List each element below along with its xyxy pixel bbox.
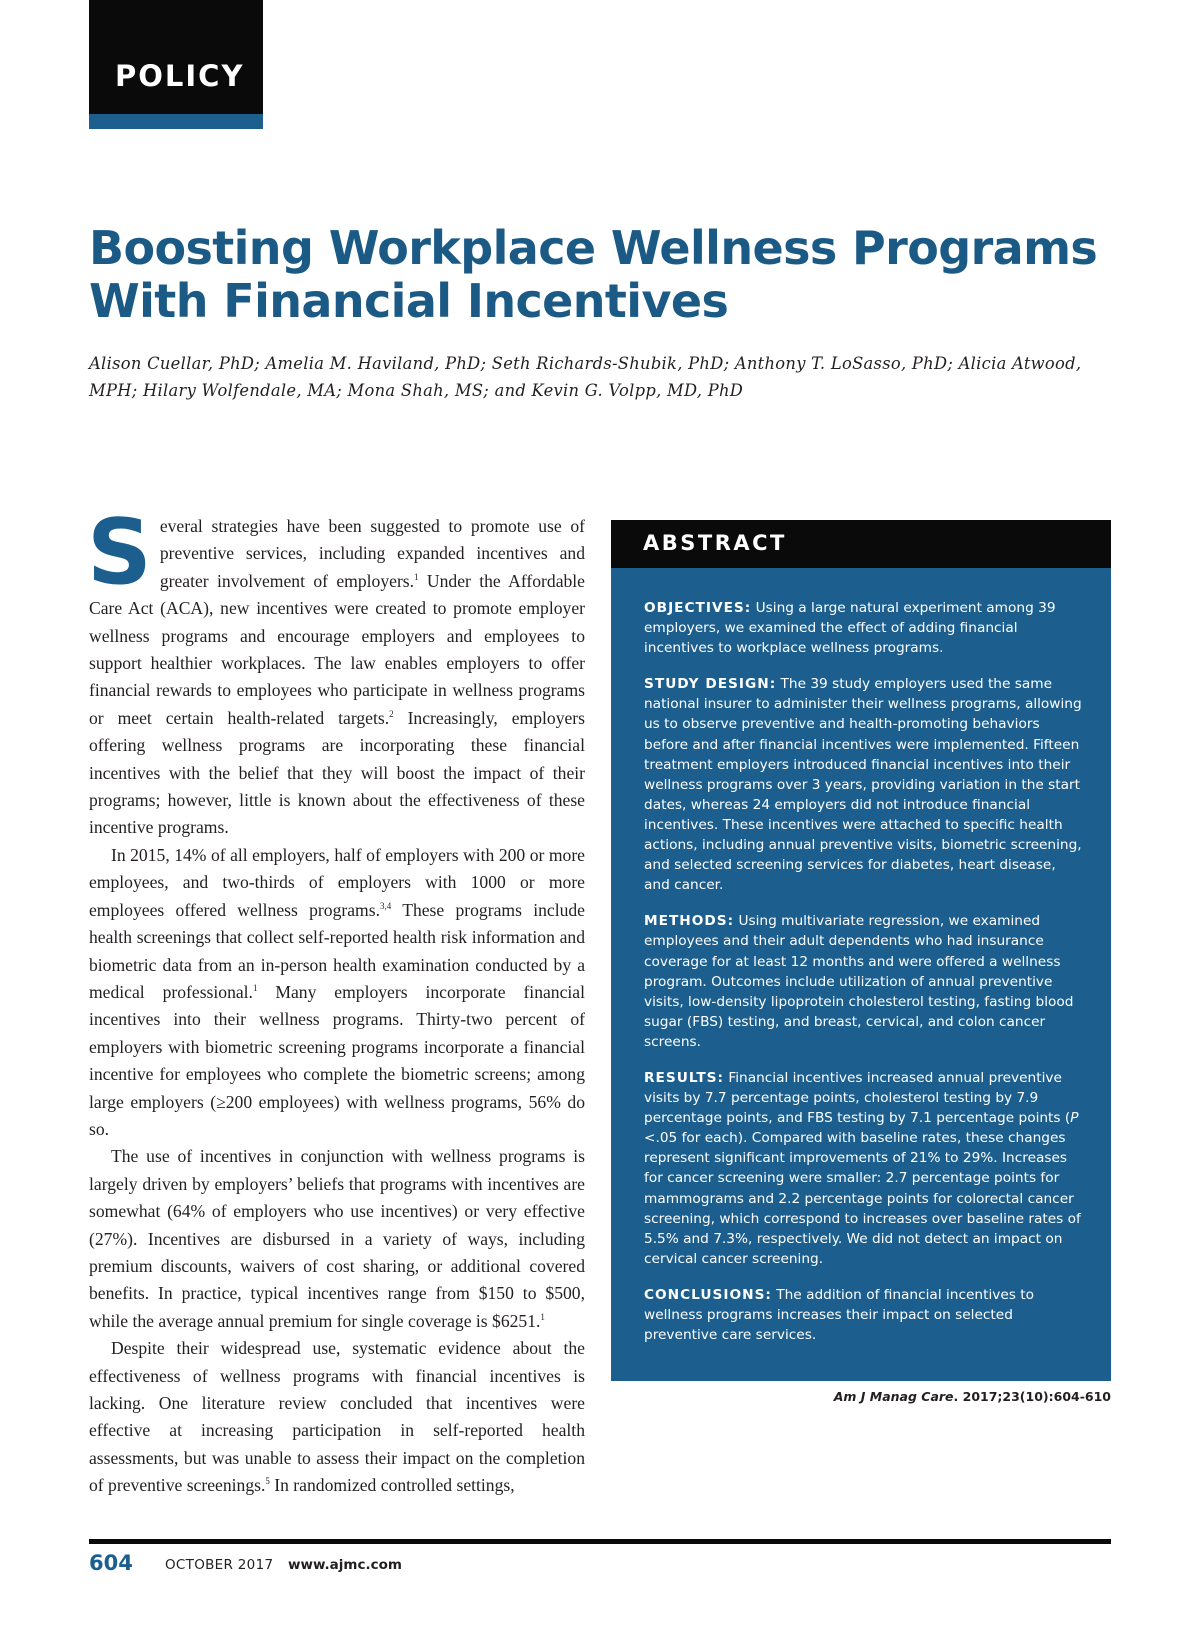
article-body: [87, 500, 586, 1500]
body-paragraph-4: Despite their widespread use, systematic evidence about the effectiveness of wellness programs with financial incentives is lacking. One literature review concluded that incentives were effective at increasing participation in self-reported health assessments, but was unable to assess their impact on the completion of preventive screenings.$^5$ In randomized controlled settings,: [89, 1338, 585, 1496]
abstract-box: [611, 520, 1111, 1381]
abstract-results: RESULTS: Financial incentives increased annual preventive visits by 7.7 percentage points, cholesterol testing by 7.9 percentage points, and FBS testing by 7.1 percentage points (P <.05 for each). Compared with baseline rates, these changes represent significant improvements of 21% to 29%. Increases for cancer screening were smaller: 2.7 percentage points for mammograms and 2.2 percentage points for colorectal cancer screening, which correspond to increases over baseline rates of 5.5% and 7.3%, respectively. We did not detect an impact on cervical cancer screening.: [644, 1069, 1081, 1267]
abstract-objectives: OBJECTIVES: Using a large natural experiment among 39 employers, we examined the effect of adding financial incentives to workplace wellness programs.: [644, 600, 1056, 657]
citation: [600, 1389, 1111, 1404]
section-tab: [89, 0, 263, 118]
reference-marker: 3,4: [379, 900, 392, 911]
author-list: Alison Cuellar, PhD; Amelia M. Haviland, PhD; Seth Richards-Shubik, PhD; Anthony T. LoSasso, PhD; Alicia Atwood, MPH; Hilary Wolfendale, MA; Mona Shah, MS; and Kevin G. Volpp, MD, PhD: [89, 354, 1082, 400]
citation-ref: . 2017;23(10):604-610: [953, 1389, 1111, 1404]
abstract-heading: ABSTRACT: [643, 531, 787, 555]
footer-rule: [89, 1539, 1111, 1544]
drop-cap: S: [87, 500, 152, 605]
section-tab-accent-bar: [89, 114, 263, 129]
section-label: POLICY: [115, 59, 245, 93]
body-paragraph-3: The use of incentives in conjunction with wellness programs is largely driven by employers’ beliefs that programs with incentives are somewhat (64% of employers who use incentives) or very effective (27%). Incentives are disbursed in a variety of ways, including premium discounts, waivers of cost sharing, or additional covered benefits. In practice, typical incentives range from $150 to $500, while the average annual premium for single coverage is $6251.$^1$: [89, 1146, 585, 1331]
abstract-header: [611, 520, 1111, 568]
abstract-methods: METHODS: Using multivariate regression, we examined employees and their adult dependents who had insurance coverage for at least 12 months and were offered a wellness program. Outcomes include utilization of annual preventive visits, low-density lipoprotein cholesterol testing, fasting blood sugar (FBS) testing, and breast, cervical, and colon cancer screens.: [644, 913, 1074, 1050]
reference-marker: 1: [252, 983, 258, 994]
website-link[interactable]: www.ajmc.com: [288, 1557, 402, 1573]
reference-marker: 1: [414, 571, 419, 582]
reference-marker: 2: [389, 708, 394, 719]
abstract-study-design: STUDY DESIGN: The 39 study employers used the same national insurer to administer their wellness programs, allowing us to observe preventive and health-promoting behaviors before and after financial incentives were implemented. Fifteen treatment employers introduced financial incentives into their wellness programs over 3 years, providing variation in the start dates, whereas 24 employers did not introduce financial incentives. These incentives were attached to specific health actions, including annual preventive visits, biometric screening, and selected screening services for diabetes, heart disease, and cancer.: [644, 676, 1082, 894]
abstract-conclusions: CONCLUSIONS: The addition of financial incentives to wellness programs increases their impact on selected preventive care services.: [644, 1286, 1034, 1344]
article-title: Boosting Workplace Wellness Programs With Financial Incentives: [89, 221, 1098, 328]
page-number: 604: [89, 1551, 133, 1575]
reference-marker: 1: [540, 1311, 545, 1322]
journal-name: Am J Manag Care: [833, 1389, 954, 1404]
abstract-body: [644, 598, 1084, 1361]
body-paragraph-2: In 2015, 14% of all employers, half of employers with 200 or more employees, and two-thirds of employers with 1000 or more employees offered wellness programs.$^{3,4}$ These programs include health screenings that collect self-reported health risk information and biometric data from an in-person health examination conducted by a medical professional.$^1$ Many employers incorporate financial incentives into their wellness programs. Thirty-two percent of employers with biometric screening programs incorporate a financial incentive for employees who complete the biometric screens; among large employers (≥200 employees) with wellness programs, 56% do so.: [89, 844, 585, 1139]
reference-marker: 5: [265, 1476, 270, 1487]
body-paragraph-1: Several strategies have been suggested to promote use of preventive services, including expanded incentives and greater involvement of employers.$^1$ Under the Affordable Care Act (ACA), new incentives were created to promote employer wellness programs and encourage employers and employees to support healthier workplaces. The law enables employers to offer financial rewards to employees who participate in wellness programs or meet certain health-related targets.$^2$ Increasingly, employers offering wellness programs are incorporating these financial incentives with the belief that they will boost the impact of their programs; however, little is known about the effectiveness of these incentive programs.: [87, 500, 586, 838]
issue-date: OCTOBER 2017: [165, 1557, 274, 1573]
